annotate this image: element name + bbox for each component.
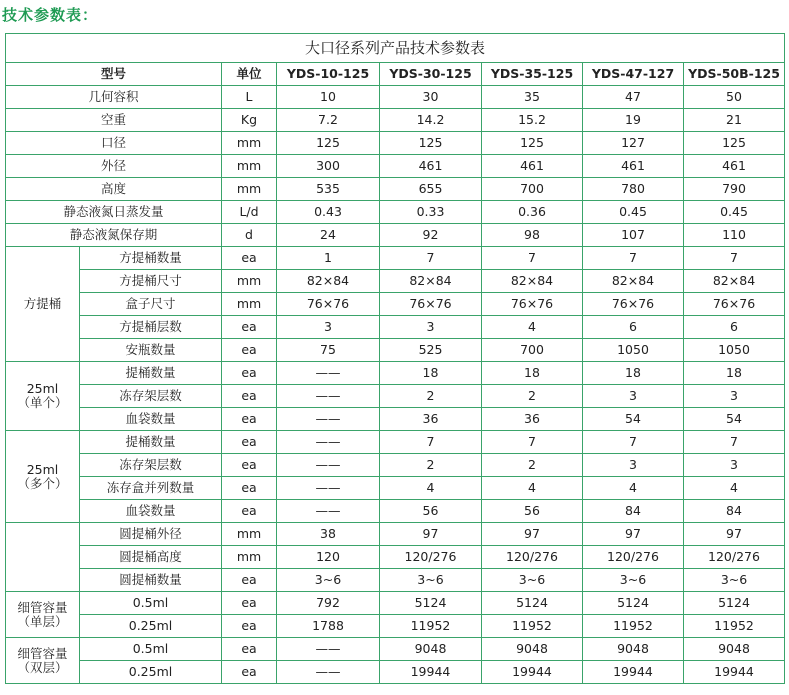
value-cell: 7 bbox=[684, 247, 785, 270]
group-label: 方提桶 bbox=[6, 247, 80, 362]
value-cell: 120/276 bbox=[380, 546, 482, 569]
table-caption: 大口径系列产品技术参数表 bbox=[6, 34, 785, 63]
unit-cell: mm bbox=[222, 546, 277, 569]
value-cell: 84 bbox=[684, 500, 785, 523]
table-row bbox=[6, 339, 785, 362]
row-label: 0.5ml bbox=[80, 638, 222, 661]
value-cell: 82×84 bbox=[277, 270, 380, 293]
row-label: 安瓶数量 bbox=[80, 339, 222, 362]
value-cell: 0.33 bbox=[380, 201, 482, 224]
row-label: 方提桶层数 bbox=[80, 316, 222, 339]
value-cell: 7 bbox=[482, 247, 583, 270]
value-cell: 19944 bbox=[482, 661, 583, 684]
unit-cell: ea bbox=[222, 385, 277, 408]
value-cell: 3~6 bbox=[380, 569, 482, 592]
value-cell: 11952 bbox=[583, 615, 684, 638]
value-cell: 5124 bbox=[583, 592, 684, 615]
value-cell: 3 bbox=[583, 385, 684, 408]
table-row bbox=[6, 592, 785, 615]
value-cell: 92 bbox=[380, 224, 482, 247]
value-cell: 75 bbox=[277, 339, 380, 362]
value-cell: 790 bbox=[684, 178, 785, 201]
value-cell: 3 bbox=[684, 385, 785, 408]
unit-cell: ea bbox=[222, 362, 277, 385]
table-row bbox=[6, 431, 785, 454]
value-cell: 120/276 bbox=[684, 546, 785, 569]
row-label: 外径 bbox=[6, 155, 222, 178]
value-cell: 120/276 bbox=[583, 546, 684, 569]
group-label-line1: 25ml bbox=[26, 381, 59, 396]
value-cell: 3 bbox=[583, 454, 684, 477]
table-row bbox=[6, 201, 785, 224]
value-cell: —— bbox=[277, 661, 380, 684]
value-cell: 1050 bbox=[583, 339, 684, 362]
unit-cell: ea bbox=[222, 569, 277, 592]
value-cell: 525 bbox=[380, 339, 482, 362]
value-cell: 7 bbox=[583, 431, 684, 454]
value-cell: 56 bbox=[380, 500, 482, 523]
value-cell: 0.36 bbox=[482, 201, 583, 224]
value-cell: 98 bbox=[482, 224, 583, 247]
value-cell: 655 bbox=[380, 178, 482, 201]
value-cell: 14.2 bbox=[380, 109, 482, 132]
value-cell: —— bbox=[277, 477, 380, 500]
row-label: 方提桶尺寸 bbox=[80, 270, 222, 293]
value-cell: 76×76 bbox=[277, 293, 380, 316]
table-row bbox=[6, 385, 785, 408]
unit-cell: ea bbox=[222, 615, 277, 638]
value-cell: 18 bbox=[380, 362, 482, 385]
table-row bbox=[6, 155, 785, 178]
value-cell: 125 bbox=[380, 132, 482, 155]
value-cell: 3~6 bbox=[684, 569, 785, 592]
table-row bbox=[6, 132, 785, 155]
row-label: 0.5ml bbox=[80, 592, 222, 615]
value-cell: 3 bbox=[684, 454, 785, 477]
row-label: 提桶数量 bbox=[80, 362, 222, 385]
unit-cell: mm bbox=[222, 523, 277, 546]
spec-table bbox=[5, 33, 785, 684]
value-cell: 76×76 bbox=[684, 293, 785, 316]
row-label: 口径 bbox=[6, 132, 222, 155]
value-cell: 3~6 bbox=[583, 569, 684, 592]
row-label: 高度 bbox=[6, 178, 222, 201]
value-cell: 82×84 bbox=[482, 270, 583, 293]
value-cell: 7.2 bbox=[277, 109, 380, 132]
table-row bbox=[6, 661, 785, 684]
table-row bbox=[6, 615, 785, 638]
row-label: 冻存架层数 bbox=[80, 385, 222, 408]
value-cell: 2 bbox=[482, 454, 583, 477]
value-cell: 76×76 bbox=[482, 293, 583, 316]
group-label-line2: （多个） bbox=[17, 475, 68, 491]
value-cell: 125 bbox=[277, 132, 380, 155]
unit-cell: L bbox=[222, 86, 277, 109]
value-cell: 35 bbox=[482, 86, 583, 109]
header-model-2: YDS-30-125 bbox=[380, 63, 482, 86]
unit-cell: ea bbox=[222, 316, 277, 339]
table-row bbox=[6, 293, 785, 316]
row-label: 冻存架层数 bbox=[80, 454, 222, 477]
row-label: 圆提桶外径 bbox=[80, 523, 222, 546]
value-cell: 780 bbox=[583, 178, 684, 201]
value-cell: 0.45 bbox=[583, 201, 684, 224]
value-cell: 7 bbox=[380, 431, 482, 454]
value-cell: 97 bbox=[380, 523, 482, 546]
table-row bbox=[6, 638, 785, 661]
row-label: 方提桶数量 bbox=[80, 247, 222, 270]
value-cell: 9048 bbox=[482, 638, 583, 661]
table-row bbox=[6, 523, 785, 546]
value-cell: 120/276 bbox=[482, 546, 583, 569]
value-cell: 56 bbox=[482, 500, 583, 523]
value-cell: 18 bbox=[482, 362, 583, 385]
unit-cell: ea bbox=[222, 638, 277, 661]
value-cell: 47 bbox=[583, 86, 684, 109]
row-label: 0.25ml bbox=[80, 661, 222, 684]
value-cell: 4 bbox=[380, 477, 482, 500]
value-cell: 19944 bbox=[380, 661, 482, 684]
value-cell: 1 bbox=[277, 247, 380, 270]
row-label: 静态液氮日蒸发量 bbox=[6, 201, 222, 224]
value-cell: 97 bbox=[684, 523, 785, 546]
value-cell: 461 bbox=[482, 155, 583, 178]
value-cell: 54 bbox=[583, 408, 684, 431]
table-row bbox=[6, 109, 785, 132]
header-model: 型号 bbox=[6, 63, 222, 86]
header-model-3: YDS-35-125 bbox=[482, 63, 583, 86]
unit-cell: ea bbox=[222, 661, 277, 684]
value-cell: 4 bbox=[482, 477, 583, 500]
value-cell: 5124 bbox=[684, 592, 785, 615]
value-cell: 7 bbox=[482, 431, 583, 454]
value-cell: 36 bbox=[380, 408, 482, 431]
value-cell: 6 bbox=[684, 316, 785, 339]
value-cell: —— bbox=[277, 408, 380, 431]
section-heading: 技术参数表： bbox=[2, 6, 99, 24]
unit-cell: ea bbox=[222, 431, 277, 454]
value-cell: 36 bbox=[482, 408, 583, 431]
group-label-line1: 细管容量 bbox=[17, 645, 68, 661]
row-label: 圆提桶高度 bbox=[80, 546, 222, 569]
value-cell: 76×76 bbox=[380, 293, 482, 316]
value-cell: 3 bbox=[380, 316, 482, 339]
row-label: 空重 bbox=[6, 109, 222, 132]
unit-cell: L/d bbox=[222, 201, 277, 224]
value-cell: 125 bbox=[482, 132, 583, 155]
row-label: 血袋数量 bbox=[80, 500, 222, 523]
table-row bbox=[6, 86, 785, 109]
value-cell: 11952 bbox=[380, 615, 482, 638]
row-label: 冻存盒并列数量 bbox=[80, 477, 222, 500]
value-cell: —— bbox=[277, 362, 380, 385]
table-row bbox=[6, 316, 785, 339]
header-model-1: YDS-10-125 bbox=[277, 63, 380, 86]
unit-cell: ea bbox=[222, 592, 277, 615]
value-cell: 76×76 bbox=[583, 293, 684, 316]
unit-cell: ea bbox=[222, 339, 277, 362]
value-cell: —— bbox=[277, 638, 380, 661]
value-cell: 300 bbox=[277, 155, 380, 178]
value-cell: 5124 bbox=[380, 592, 482, 615]
unit-cell: mm bbox=[222, 178, 277, 201]
unit-cell: Kg bbox=[222, 109, 277, 132]
value-cell: 3 bbox=[277, 316, 380, 339]
unit-cell: mm bbox=[222, 270, 277, 293]
group-label bbox=[6, 431, 80, 523]
value-cell: 97 bbox=[583, 523, 684, 546]
value-cell: 120 bbox=[277, 546, 380, 569]
row-label: 提桶数量 bbox=[80, 431, 222, 454]
value-cell: 461 bbox=[380, 155, 482, 178]
value-cell: —— bbox=[277, 500, 380, 523]
group-label bbox=[6, 362, 80, 431]
value-cell: 4 bbox=[583, 477, 684, 500]
value-cell: 54 bbox=[684, 408, 785, 431]
value-cell: 97 bbox=[482, 523, 583, 546]
value-cell: 6 bbox=[583, 316, 684, 339]
value-cell: 11952 bbox=[482, 615, 583, 638]
table-row bbox=[6, 546, 785, 569]
unit-cell: ea bbox=[222, 408, 277, 431]
row-label: 血袋数量 bbox=[80, 408, 222, 431]
value-cell: 127 bbox=[583, 132, 684, 155]
unit-cell: ea bbox=[222, 247, 277, 270]
row-label: 圆提桶数量 bbox=[80, 569, 222, 592]
row-label: 几何容积 bbox=[6, 86, 222, 109]
value-cell: 2 bbox=[482, 385, 583, 408]
value-cell: 9048 bbox=[380, 638, 482, 661]
value-cell: 107 bbox=[583, 224, 684, 247]
value-cell: 0.43 bbox=[277, 201, 380, 224]
header-model-4: YDS-47-127 bbox=[583, 63, 684, 86]
value-cell: 1050 bbox=[684, 339, 785, 362]
value-cell: 10 bbox=[277, 86, 380, 109]
value-cell: 19 bbox=[583, 109, 684, 132]
value-cell: 11952 bbox=[684, 615, 785, 638]
value-cell: 461 bbox=[583, 155, 684, 178]
table-row bbox=[6, 569, 785, 592]
value-cell: 9048 bbox=[684, 638, 785, 661]
value-cell: 2 bbox=[380, 454, 482, 477]
table-row bbox=[6, 454, 785, 477]
row-label: 静态液氮保存期 bbox=[6, 224, 222, 247]
table-row bbox=[6, 500, 785, 523]
table-row bbox=[6, 270, 785, 293]
value-cell: 700 bbox=[482, 339, 583, 362]
group-label bbox=[6, 592, 80, 638]
table-row bbox=[6, 178, 785, 201]
table-row bbox=[6, 477, 785, 500]
group-label-empty bbox=[6, 523, 80, 592]
value-cell: 792 bbox=[277, 592, 380, 615]
value-cell: 461 bbox=[684, 155, 785, 178]
value-cell: 18 bbox=[583, 362, 684, 385]
caption-row bbox=[6, 34, 785, 63]
unit-cell: mm bbox=[222, 293, 277, 316]
header-row bbox=[6, 63, 785, 86]
value-cell: 18 bbox=[684, 362, 785, 385]
value-cell: 535 bbox=[277, 178, 380, 201]
unit-cell: ea bbox=[222, 477, 277, 500]
value-cell: 7 bbox=[684, 431, 785, 454]
value-cell: —— bbox=[277, 385, 380, 408]
value-cell: —— bbox=[277, 431, 380, 454]
value-cell: —— bbox=[277, 454, 380, 477]
value-cell: 21 bbox=[684, 109, 785, 132]
group-label-line2: （双层） bbox=[17, 659, 68, 675]
group-label-line1: 细管容量 bbox=[17, 599, 68, 615]
table-row bbox=[6, 362, 785, 385]
header-model-5: YDS-50B-125 bbox=[684, 63, 785, 86]
value-cell: 9048 bbox=[583, 638, 684, 661]
row-label: 0.25ml bbox=[80, 615, 222, 638]
value-cell: 1788 bbox=[277, 615, 380, 638]
header-unit: 单位 bbox=[222, 63, 277, 86]
value-cell: 7 bbox=[380, 247, 482, 270]
unit-cell: ea bbox=[222, 454, 277, 477]
value-cell: 3~6 bbox=[277, 569, 380, 592]
value-cell: 4 bbox=[482, 316, 583, 339]
table-row bbox=[6, 247, 785, 270]
value-cell: 82×84 bbox=[583, 270, 684, 293]
value-cell: 19944 bbox=[583, 661, 684, 684]
group-label-line2: （单个） bbox=[17, 395, 68, 410]
value-cell: 30 bbox=[380, 86, 482, 109]
value-cell: 125 bbox=[684, 132, 785, 155]
value-cell: 700 bbox=[482, 178, 583, 201]
unit-cell: mm bbox=[222, 132, 277, 155]
row-label: 盒子尺寸 bbox=[80, 293, 222, 316]
value-cell: 7 bbox=[583, 247, 684, 270]
value-cell: 19944 bbox=[684, 661, 785, 684]
value-cell: 5124 bbox=[482, 592, 583, 615]
group-label-line2: （单层） bbox=[17, 613, 68, 629]
unit-cell: d bbox=[222, 224, 277, 247]
table-row bbox=[6, 224, 785, 247]
group-label-line1: 25ml bbox=[26, 461, 59, 477]
value-cell: 15.2 bbox=[482, 109, 583, 132]
value-cell: 50 bbox=[684, 86, 785, 109]
value-cell: 82×84 bbox=[684, 270, 785, 293]
table-row bbox=[6, 408, 785, 431]
group-label bbox=[6, 638, 80, 684]
value-cell: 24 bbox=[277, 224, 380, 247]
value-cell: 3~6 bbox=[482, 569, 583, 592]
unit-cell: mm bbox=[222, 155, 277, 178]
value-cell: 110 bbox=[684, 224, 785, 247]
value-cell: 2 bbox=[380, 385, 482, 408]
value-cell: 0.45 bbox=[684, 201, 785, 224]
value-cell: 4 bbox=[684, 477, 785, 500]
value-cell: 38 bbox=[277, 523, 380, 546]
value-cell: 82×84 bbox=[380, 270, 482, 293]
unit-cell: ea bbox=[222, 500, 277, 523]
value-cell: 84 bbox=[583, 500, 684, 523]
